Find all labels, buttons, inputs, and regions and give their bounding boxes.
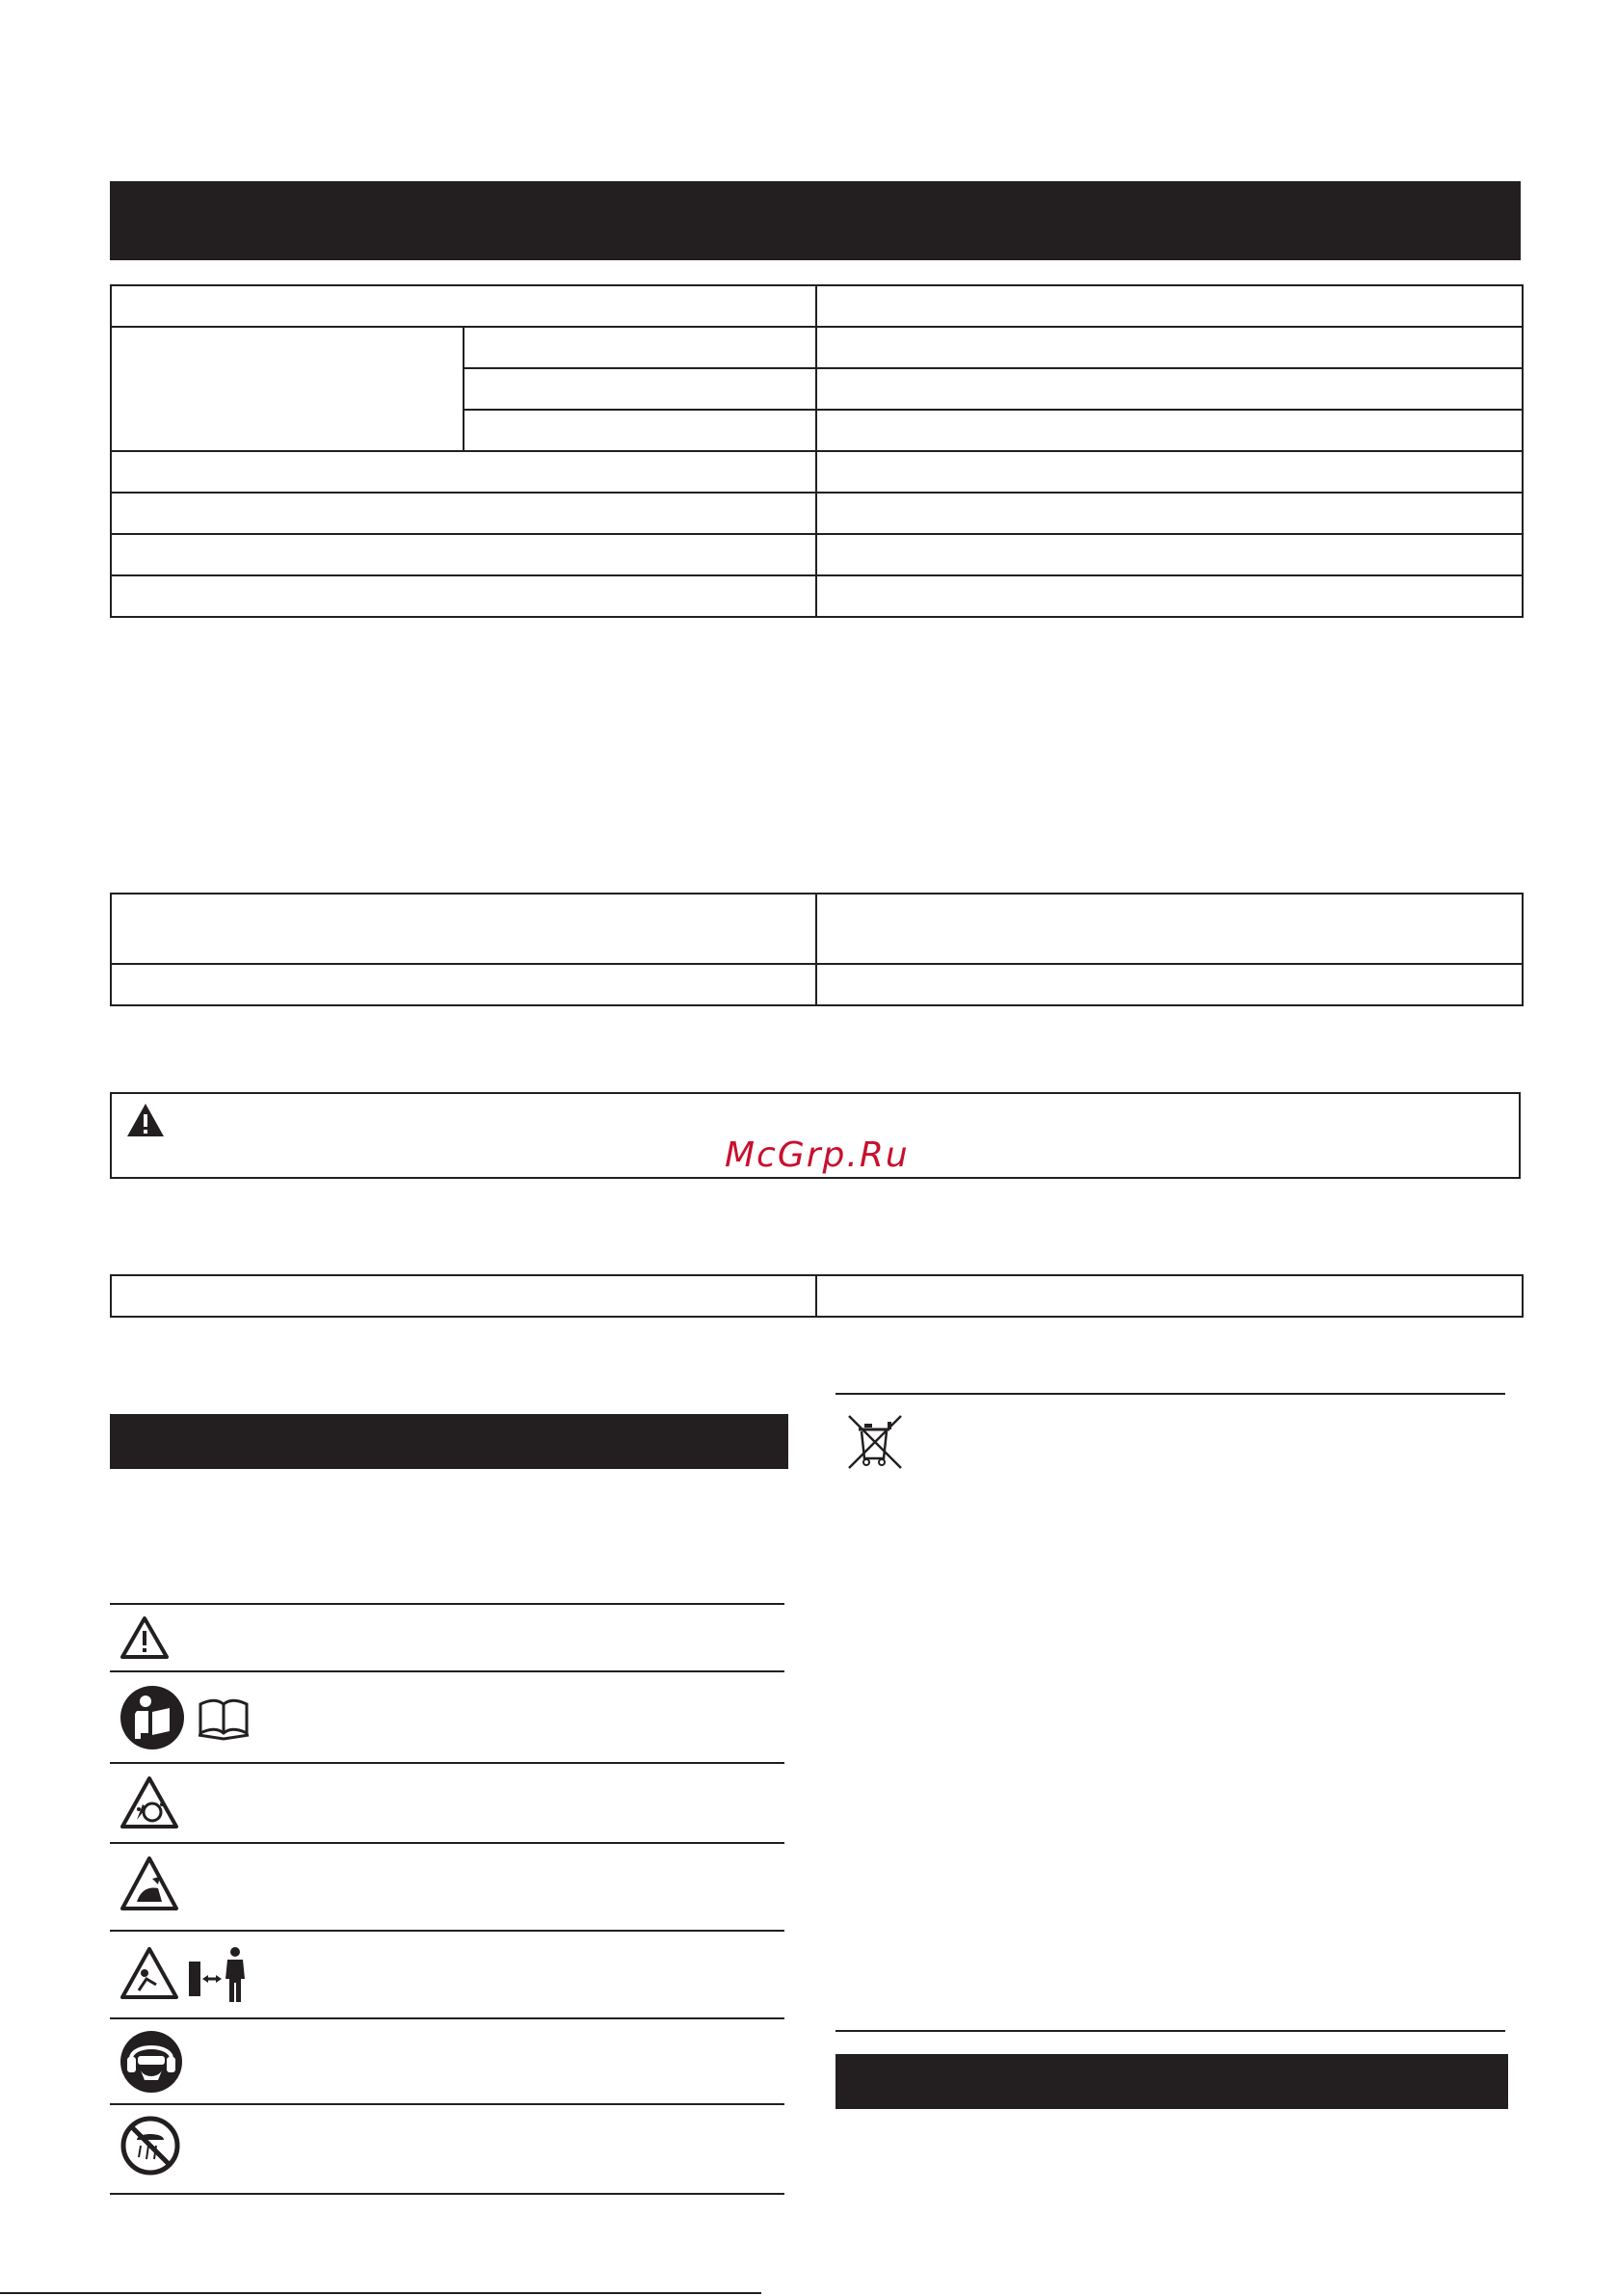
symbols-divider [110, 1930, 784, 1932]
table-cell [816, 285, 1523, 327]
table-cell [111, 493, 816, 534]
table-row [111, 327, 1523, 368]
table-cell [816, 493, 1523, 534]
do-not-expose-to-rain-icon [119, 2115, 181, 2176]
symbols-header-bar [110, 1414, 788, 1469]
table-cell [816, 327, 1523, 368]
table-cell [816, 894, 1523, 964]
symbols-divider [110, 2193, 784, 2195]
warning-triangle-icon [119, 1615, 170, 1660]
read-instruction-manual-icon [119, 1685, 254, 1750]
intended-use-header-bar [836, 2054, 1508, 2109]
table-row [111, 534, 1523, 575]
warning-triangle-filled-icon [125, 1102, 166, 1138]
watermark-text: McGrp.Ru [725, 1135, 910, 1175]
symbols-divider [110, 1603, 784, 1605]
bottom-edge-rule [0, 2292, 761, 2294]
table-cell [464, 368, 816, 410]
eye-and-ear-protection-icon [119, 2030, 183, 2094]
table-cell [111, 534, 816, 575]
table-cell [111, 575, 816, 617]
table-cell [816, 1275, 1523, 1317]
table-cell [816, 410, 1523, 451]
noise-table [110, 893, 1524, 1006]
table-cell [816, 368, 1523, 410]
table-row [111, 285, 1523, 327]
crossed-out-wheelie-bin-icon [845, 1412, 905, 1472]
table-cell [464, 327, 816, 368]
table-row [111, 451, 1523, 493]
table-cell [816, 451, 1523, 493]
keep-bystanders-away-icon [119, 1940, 254, 2008]
specifications-table [110, 284, 1524, 618]
right-column-divider [836, 2030, 1505, 2032]
table-cell [816, 575, 1523, 617]
table-row [111, 964, 1523, 1005]
symbols-divider [110, 2103, 784, 2105]
right-column-divider [836, 1393, 1505, 1395]
table-cell [111, 451, 816, 493]
flying-debris-warning-icon [119, 1775, 179, 1829]
table-cell [111, 285, 816, 327]
table-cell [111, 327, 464, 451]
symbols-divider [110, 1842, 784, 1844]
table-cell [464, 410, 816, 451]
falling-object-warning-icon [119, 1855, 179, 1911]
symbols-divider [110, 1670, 784, 1672]
table-row [111, 575, 1523, 617]
table-row [111, 894, 1523, 964]
table-cell [816, 534, 1523, 575]
table-cell [111, 894, 816, 964]
table-cell [111, 964, 816, 1005]
table-row [111, 493, 1523, 534]
symbols-divider [110, 1762, 784, 1764]
symbols-divider [110, 2017, 784, 2019]
vibration-table [110, 1274, 1524, 1318]
table-cell [111, 1275, 816, 1317]
table-row [111, 1275, 1523, 1317]
table-cell [816, 964, 1523, 1005]
specifications-header-bar [110, 181, 1521, 260]
